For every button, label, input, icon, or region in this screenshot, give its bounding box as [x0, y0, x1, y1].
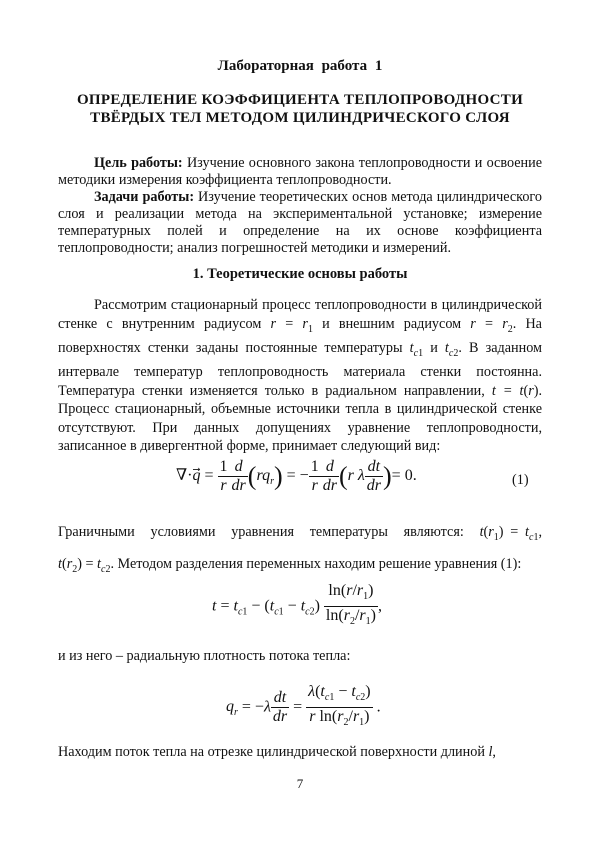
equation-1: ∇·q⃗ = $\frac{1}{r}$ $\frac{d}{dr}$ $(rq_r)$ = − $\frac{1}{r}$ $\frac{d}{dr}$ (r λ $\frac{dt}{dr}$ )= 0.	[176, 458, 417, 494]
formula-bc2: t	[58, 555, 62, 572]
p2-text-b: . Методом разделения переменных находим решение уравнения (1):	[110, 555, 522, 572]
goal-label: Цель работы:	[94, 155, 183, 171]
tasks-text: Изучение теоретических основ метода цилиндрического слоя и реализации метода на экспериментальной установке; измерение температурных полей и определение на их основе коэффициента теплопроводности; анализ погрешностей методики и измерений.	[58, 189, 542, 256]
p1-text-c: . На поверхностях стенки заданы постоянные температуры	[58, 315, 542, 356]
goal-paragraph	[58, 155, 542, 189]
page-number: 7	[296, 776, 304, 791]
formula-bc1: t	[479, 524, 484, 540]
tasks-label: Задачи работы:	[94, 189, 195, 205]
p1-text-e: . В заданном интервале температур теплопроводность материала стенки постоянна. Температура стенки изменяется только в радиальном направлении,	[58, 339, 542, 399]
tasks-paragraph	[58, 189, 542, 257]
heat-flow-paragraph: Находим поток тепла на отрезке цилиндрической поверхности длиной l,	[58, 744, 496, 760]
title-line-1: ОПРЕДЕЛЕНИЕ КОЭФФИЦИЕНТА ТЕПЛОПРОВОДНОСТИ	[76, 92, 524, 108]
equation-solution: $t = t_{c1} - (t_{c1} - t_{c2})$ $\frac{\ln(r/r_1)}{\ln(r_2/r_1)}$ ,	[212, 582, 382, 628]
equation-flux: $q_r = -\lambda$ $\frac{dt}{dr}$ = $\frac{\lambda(t_{c1} - t_{c2})}{r \ln(r_2/r_1)}$ .	[226, 683, 381, 729]
p1-text-a: Рассмотрим стационарный процесс теплопроводности в цилиндрической стенке с внутренним радиусом	[58, 297, 542, 332]
title-line-2: ТВЁРДЫХ ТЕЛ МЕТОДОМ ЦИЛИНДРИЧЕСКОГО СЛОЯ	[90, 110, 510, 126]
boundary-paragraph: Граничными условиями уравнения температуры являются: $t(r_1) = t_{c1}$, $t(r_2) = t_{c2}$. Методом разделения переменных находим решение уравнения (1):	[58, 524, 542, 575]
equation-1-number: (1)	[512, 472, 529, 488]
p1-text-f: . Процесс стационарный, объемные источники тепла в цилиндрической стенке отсутствуют. При данных допущениях уравнение теплопроводности, записанное в дивергентной форме, принимает следующий вид:	[58, 382, 542, 455]
flux-intro: и из него – радиальную плотность потока тепла:	[58, 648, 351, 664]
p1-text-b: и внешним радиусом	[312, 315, 471, 332]
lab-label: Лабораторная работа 1	[217, 58, 383, 74]
formula-r1: r	[270, 315, 277, 332]
formula-l: l	[488, 744, 493, 760]
theory-paragraph: Рассмотрим стационарный процесс теплопроводности в цилиндрической стенке с внутренним радиусом $r = r_1$ и внешним радиусом $r = r_2$. На поверхностях стенки заданы постоянные температуры $t_{c1}$ и $t_{c2}$. В заданном интервале температур теплопроводность материала стенки постоянна. Температура стенки изменяется только в радиальном направлении, t = t(r). Процесс стационарный, объемные источники тепла в цилиндрической стенке отсутствуют. При данных допущениях уравнение теплопроводности, записанное в дивергентной форме, принимает следующий вид:	[58, 297, 542, 455]
formula-r2: r	[470, 315, 476, 332]
p4-text: Находим поток тепла на отрезке цилиндрической поверхности длиной	[58, 744, 489, 760]
p2-text-a: Граничными условиями уравнения температуры являются:	[58, 524, 480, 540]
formula-tc1: t	[409, 339, 414, 356]
goal-text: Изучение основного закона теплопроводности и освоение методики измерения коэффициента теплопроводности.	[58, 155, 542, 188]
formula-t-of-r: t = t	[491, 382, 524, 399]
p1-text-d: и	[423, 339, 445, 356]
formula-tc2: t	[444, 339, 449, 356]
section-heading: 1. Теоретические основы работы	[192, 266, 408, 282]
